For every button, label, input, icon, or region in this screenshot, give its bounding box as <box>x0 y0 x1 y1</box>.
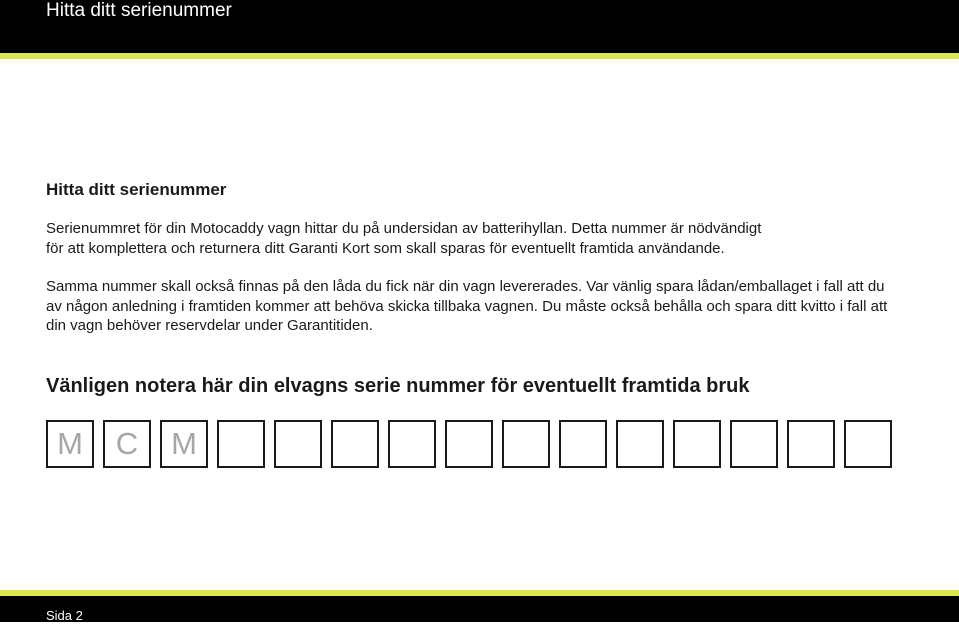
packaging-line: Samma nummer skall också finnas på den låda du fick när din vagn levererades. Var vänlig spara lådan/emballaget i fall att du <box>46 278 885 295</box>
serial-note-heading: Vänligen notera här din elvagns serie nummer för eventuellt framtida bruk <box>46 375 750 397</box>
serial-box[interactable] <box>217 420 265 468</box>
serial-box[interactable] <box>331 420 379 468</box>
serial-box[interactable] <box>388 420 436 468</box>
packaging-line: din vagn behöver reservdelar under Garantitiden. <box>46 317 373 334</box>
serial-box[interactable] <box>274 420 322 468</box>
serial-box[interactable] <box>445 420 493 468</box>
serial-box[interactable]: C <box>103 420 151 468</box>
serial-box[interactable]: M <box>160 420 208 468</box>
packaging-line: av någon anledning i framtiden kommer att behöva skicka tillbaka vagnen. Du måste också behålla och spara ditt kvitto i fall att <box>46 297 888 315</box>
intro-line: för att komplettera och returnera ditt Garanti Kort som skall sparas för eventuellt framtida användande. <box>46 239 725 257</box>
serial-box[interactable] <box>616 420 664 468</box>
serial-box[interactable] <box>844 420 892 468</box>
intro-line: Serienummret för din Motocaddy vagn hittar du på undersidan av batterihyllan. Detta nummer är nödvändigt <box>46 220 762 237</box>
footer-bar <box>0 596 959 622</box>
serial-box[interactable] <box>673 420 721 468</box>
page-number: Sida 2 <box>46 608 83 623</box>
packaging-paragraph <box>46 277 926 336</box>
serial-box[interactable] <box>787 420 835 468</box>
intro-paragraph <box>46 219 806 258</box>
serial-box[interactable]: M <box>46 420 94 468</box>
accent-stripe-top <box>0 53 959 59</box>
serial-box[interactable] <box>559 420 607 468</box>
serial-box[interactable] <box>502 420 550 468</box>
section-heading: Hitta ditt serienummer <box>46 180 227 199</box>
serial-number-boxes <box>46 420 892 466</box>
header-title: Hitta ditt serienummer <box>46 0 232 21</box>
serial-box[interactable] <box>730 420 778 468</box>
